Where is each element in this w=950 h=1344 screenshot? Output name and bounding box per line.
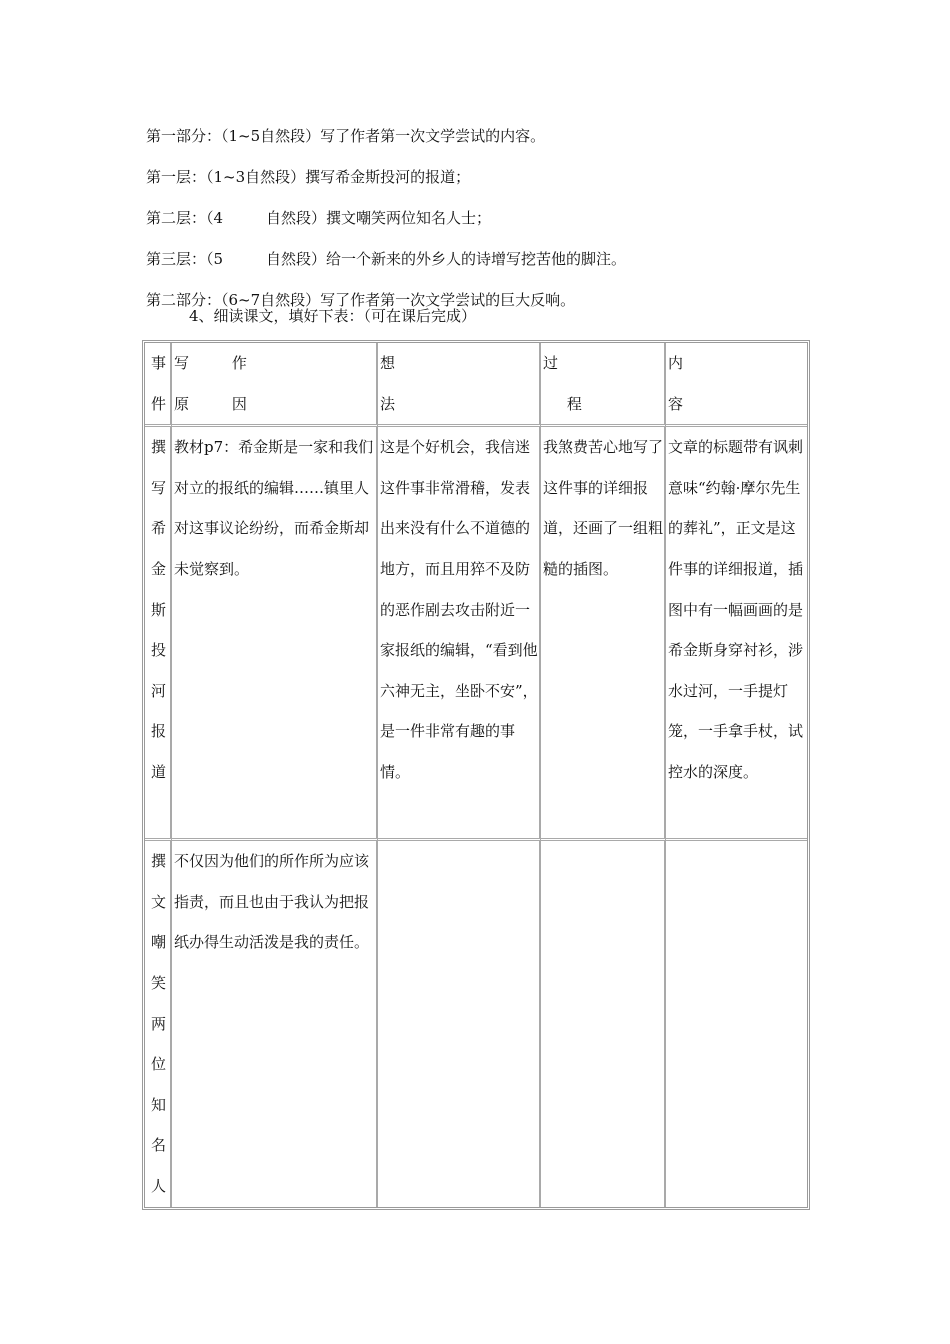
cell-process: 我煞费苦心地写了这件事的详细报道，还画了一组粗糙的插图。 <box>541 427 666 841</box>
cell-idea: 这是个好机会，我信迷这件事非常滑稽，发表出来没有什么不道德的地方，而且用猝不及防的恶作剧去攻击附近一家报纸的编辑，“看到他六神无主，坐卧不安”，是一件非常有趣的事情。 <box>378 427 541 841</box>
outline-layer2: 第二层：（4 自然段）撰文嘲笑两位知名人士； <box>146 209 491 227</box>
header-idea: 想 法 <box>378 343 541 427</box>
header-process: 过 程 <box>541 343 666 427</box>
reading-table <box>142 340 810 1210</box>
cell-idea <box>378 841 541 1206</box>
table-row <box>145 427 807 841</box>
header-event: 事件 <box>145 343 172 427</box>
outline-layer3: 第三层：（5 自然段）给一个新来的外乡人的诗增写挖苦他的脚注。 <box>146 250 626 268</box>
cell-process <box>541 841 666 1206</box>
outline-layer1: 第一层：（1~3自然段）撰写希金斯投河的报道； <box>146 168 471 186</box>
cell-reason: 不仅因为他们的所作所为应该指责，而且也由于我认为把报纸办得生动活泼是我的责任。 <box>172 841 378 1206</box>
cell-content <box>666 841 807 1206</box>
table-row <box>145 841 807 1206</box>
table-header-row <box>145 343 807 427</box>
cell-event: 撰写希金斯投河报道 <box>145 427 172 841</box>
outline-part1: 第一部分：（1~5自然段）写了作者第一次文学尝试的内容。 <box>146 127 546 145</box>
cell-reason: 教材p7：希金斯是一家和我们对立的报纸的编辑……镇里人对这事议论纷纷，而希金斯却未觉察到。 <box>172 427 378 841</box>
task-instruction: 4、细读课文，填好下表：（可在课后完成） <box>189 307 477 325</box>
cell-content: 文章的标题带有讽刺意味“约翰·摩尔先生的葬礼”，正文是这件事的详细报道，插图中有一幅画画的是希金斯身穿衬衫，涉水过河，一手提灯笼，一手拿手杖，试控水的深度。 <box>666 427 807 841</box>
header-reason: 写 作 原 因 <box>172 343 378 427</box>
outline-part2: 第二部分：（6~7自然段）写了作者第一次文学尝试的巨大反响。 <box>146 291 576 309</box>
header-content: 内 容 <box>666 343 807 427</box>
cell-event: 撰文嘲笑两位知名人 <box>145 841 172 1206</box>
